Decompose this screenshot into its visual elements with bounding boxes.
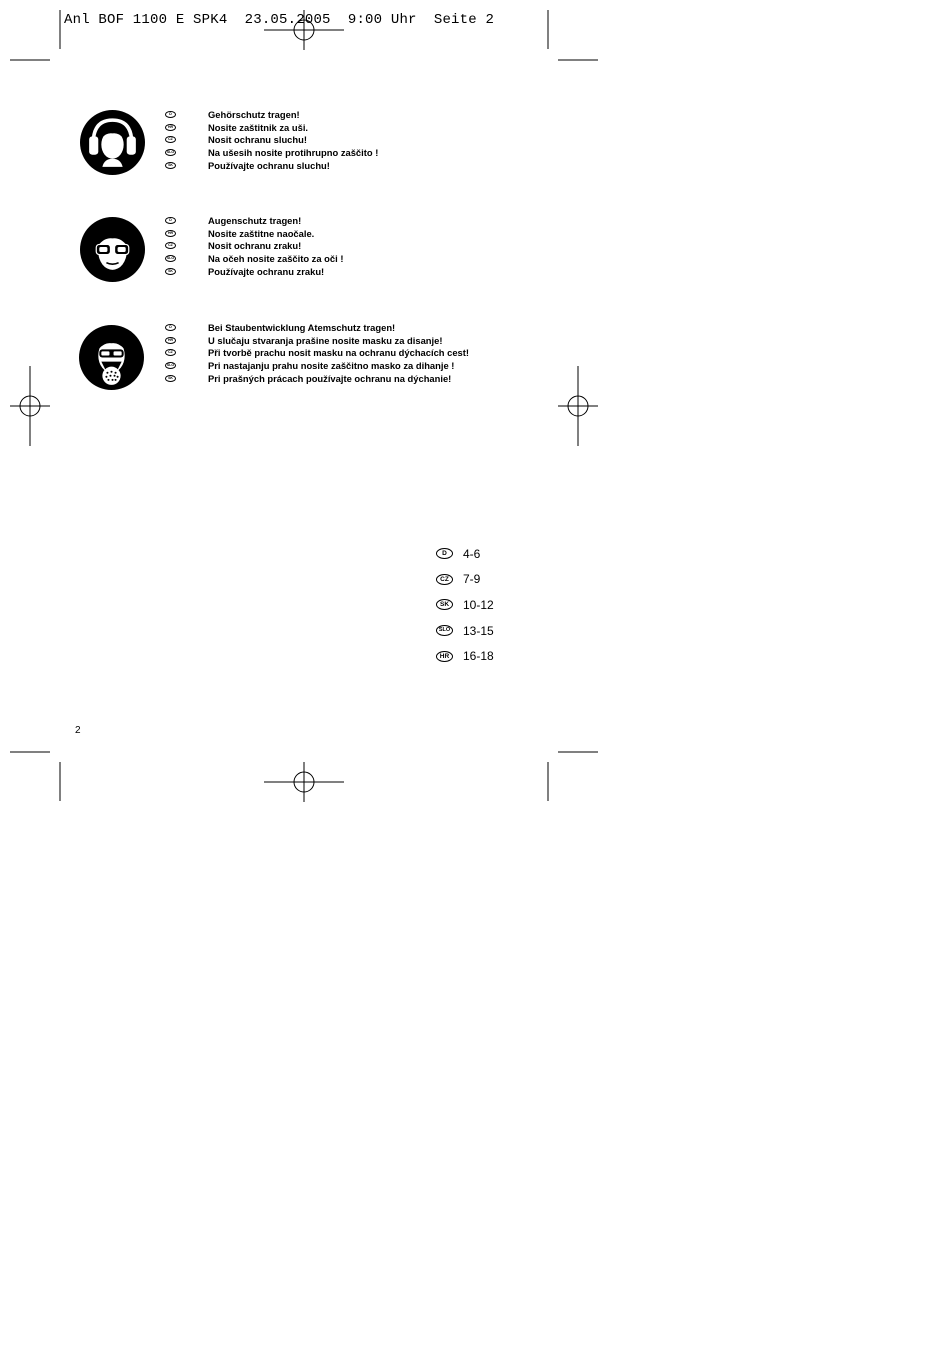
instruction-text: Bei Staubentwicklung Atemschutz tragen!	[208, 321, 396, 333]
instruction-text: Nosite zaštitne naočale.	[208, 227, 315, 239]
instruction-text: Na očeh nosite zaščito za oči !	[208, 253, 344, 265]
instruction-line	[163, 359, 469, 372]
instruction-text: Nosit ochranu zraku!	[208, 240, 302, 252]
index-row	[436, 567, 494, 593]
instruction-text: Nosite zaštitnik za uši.	[208, 121, 309, 133]
page-number: 2	[75, 725, 81, 736]
eye-protection-icon	[80, 217, 145, 282]
instruction-text: Při tvorbě prachu nosit masku na ochranu dýchacích cest!	[208, 347, 470, 359]
language-badge: CZ	[165, 349, 176, 356]
instruction-line	[163, 159, 378, 172]
language-badge: HR	[165, 337, 176, 344]
language-badge: HR	[165, 230, 176, 237]
instruction-line	[163, 321, 469, 334]
print-header: Anl BOF 1100 E SPK4 23.05.2005 9:00 Uhr Seite 2	[64, 12, 495, 28]
index-row	[436, 541, 494, 567]
index-row	[436, 618, 494, 644]
instruction-line	[163, 347, 469, 360]
language-badge: SLO	[166, 256, 175, 261]
instruction-line	[163, 121, 378, 134]
respirator-icon	[79, 325, 144, 390]
language-badge: D	[165, 217, 176, 224]
language-badge: HR	[436, 651, 453, 662]
instruction-line	[163, 372, 469, 385]
instruction-line	[163, 146, 378, 159]
instruction-line	[163, 214, 343, 227]
ear-protection-icon	[80, 110, 145, 175]
language-badge: D	[165, 111, 176, 118]
page-range: 7-9	[463, 572, 481, 587]
language-badge: CZ	[436, 574, 453, 585]
instruction-line	[163, 240, 343, 253]
language-badge: SLO	[166, 363, 175, 368]
instruction-text: Používajte ochranu sluchu!	[208, 160, 330, 172]
language-badge: SK	[165, 375, 176, 382]
instruction-line	[163, 334, 469, 347]
instruction-text: U slučaju stvaranja prašine nosite masku za disanje!	[208, 334, 443, 346]
instruction-text: Pri nastajanju prahu nosite zaščitno masko za dihanje !	[208, 360, 455, 372]
instruction-line	[163, 265, 343, 278]
instruction-line	[163, 108, 378, 121]
language-badge: SLO	[166, 150, 175, 155]
ear-protection-text	[163, 108, 378, 172]
instruction-text: Nosit ochranu sluchu!	[208, 134, 307, 146]
instruction-text: Gehörschutz tragen!	[208, 108, 300, 120]
instruction-text: Augenschutz tragen!	[208, 214, 302, 226]
instruction-line	[163, 134, 378, 147]
language-badge: D	[165, 324, 176, 331]
instruction-text: Pri prašných prácach používajte ochranu na dýchanie!	[208, 373, 452, 385]
language-badge: CZ	[165, 242, 176, 249]
instruction-text: Na ušesih nosite protihrupno zaščito !	[208, 147, 379, 159]
language-badge: D	[436, 548, 453, 559]
language-badge: SK	[165, 162, 176, 169]
page-range: 16-18	[463, 649, 494, 664]
page-range: 10-12	[463, 597, 494, 612]
index-row	[436, 643, 494, 669]
instruction-line	[163, 227, 343, 240]
respirator-text	[163, 321, 469, 385]
page-range: 4-6	[463, 546, 481, 561]
language-badge: SLO	[436, 625, 453, 636]
language-page-index	[436, 541, 494, 669]
language-badge: SK	[436, 599, 453, 610]
instruction-text: Používajte ochranu zraku!	[208, 266, 325, 278]
index-row	[436, 592, 494, 618]
language-badge: CZ	[165, 136, 176, 143]
eye-protection-text	[163, 214, 343, 278]
language-badge: HR	[165, 124, 176, 131]
page-range: 13-15	[463, 623, 494, 638]
instruction-line	[163, 252, 343, 265]
language-badge: SK	[165, 268, 176, 275]
